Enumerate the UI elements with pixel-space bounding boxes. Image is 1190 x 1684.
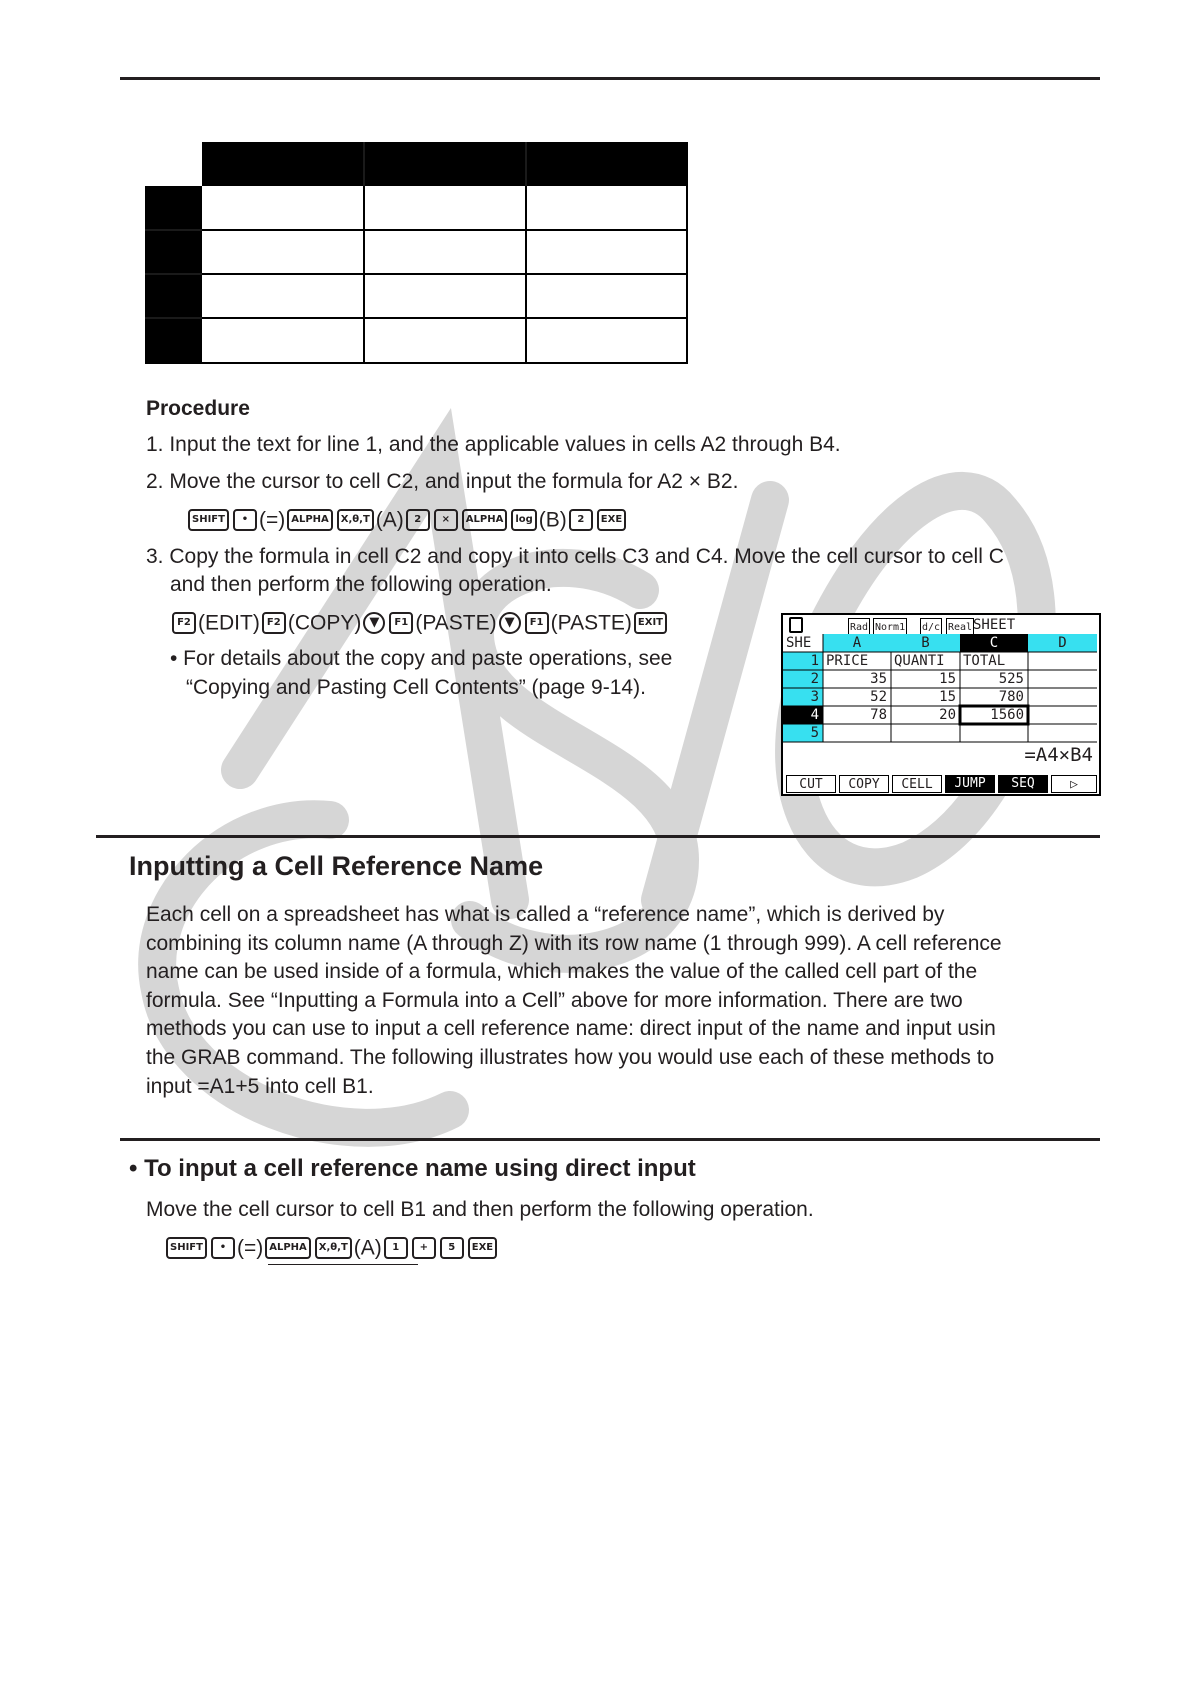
digit-2-key: 2 bbox=[569, 509, 593, 531]
note-line-2: “Copying and Pasting Cell Contents” (page 9-14). bbox=[186, 676, 646, 699]
paragraph-line: input =A1+5 into cell B1. bbox=[146, 1074, 374, 1098]
menu-copy: COPY bbox=[839, 775, 889, 793]
calculator-screenshot bbox=[781, 613, 1101, 796]
key-label: (B) bbox=[538, 508, 567, 532]
direct-key-sequence bbox=[164, 1234, 499, 1262]
procedure-step-3-line1: 3. Copy the formula in cell C2 and copy it into cells C3 and C4. Move the cell cursor to cell C bbox=[146, 545, 1004, 568]
procedure-heading: Procedure bbox=[146, 397, 250, 420]
norm-status-icon: Norm1 bbox=[873, 618, 907, 637]
battery-icon bbox=[789, 617, 803, 633]
cell: 780 bbox=[998, 689, 1024, 705]
row-number: 2 bbox=[810, 671, 819, 687]
f1-key: F1 bbox=[525, 612, 549, 634]
xthetat-key: X,θ,T bbox=[337, 509, 374, 531]
direct-input-heading: • To input a cell reference name using direct input bbox=[129, 1155, 696, 1182]
formula-line: =A4×B4 bbox=[1024, 744, 1093, 766]
note-line-1: • For details about the copy and paste operations, see bbox=[170, 647, 673, 670]
cell: 52 bbox=[870, 689, 887, 705]
mode-label: SHEET bbox=[973, 617, 1016, 633]
shift-key: SHIFT bbox=[166, 1237, 207, 1259]
cursor-down-key: ▼ bbox=[499, 612, 521, 634]
digit-2-key: 2 bbox=[406, 509, 430, 531]
row-number: 3 bbox=[810, 689, 819, 705]
f1-key: F1 bbox=[389, 612, 413, 634]
log-key: log bbox=[511, 509, 536, 531]
key-label: (PASTE) bbox=[415, 611, 497, 635]
column-header: B bbox=[921, 635, 930, 651]
cell: TOTAL bbox=[963, 653, 1006, 669]
cell: PRICE bbox=[826, 653, 869, 669]
key-label: (PASTE) bbox=[550, 611, 632, 635]
alpha-key: ALPHA bbox=[462, 509, 508, 531]
section-paragraph bbox=[146, 901, 1002, 1101]
key-underline bbox=[268, 1264, 418, 1265]
key-label: (A) bbox=[353, 1236, 382, 1260]
key-label: (EDIT) bbox=[198, 611, 260, 635]
cell: 525 bbox=[998, 671, 1024, 687]
digit-5-key: 5 bbox=[440, 1237, 464, 1259]
paragraph-line: combining its column name (A through Z) with its row name (1 through 999). A cell reference bbox=[146, 931, 1002, 955]
cursor-down-key: ▼ bbox=[363, 612, 385, 634]
row-number-selected: 4 bbox=[810, 707, 819, 723]
exe-key: EXE bbox=[597, 509, 626, 531]
cell: 78 bbox=[870, 707, 887, 723]
paragraph-line: methods you can use to input a cell reference name: direct input of the name and input usin bbox=[146, 1017, 996, 1041]
menu-cell: CELL bbox=[892, 775, 942, 793]
digit-1-key: 1 bbox=[384, 1237, 408, 1259]
rad-status-icon: Rad bbox=[848, 618, 870, 637]
cell: 35 bbox=[870, 671, 887, 687]
column-header-selected: C bbox=[989, 635, 999, 651]
procedure-step-1: 1. Input the text for line 1, and the applicable values in cells A2 through B4. bbox=[146, 433, 841, 456]
sheet-corner-label: SHE bbox=[786, 635, 812, 651]
exit-key: EXIT bbox=[634, 612, 667, 634]
key-label: (A) bbox=[375, 508, 404, 532]
cell: 15 bbox=[939, 689, 956, 705]
section-heading: Inputting a Cell Reference Name bbox=[129, 851, 544, 881]
xthetat-key: X,θ,T bbox=[315, 1237, 352, 1259]
paragraph-line: Each cell on a spreadsheet has what is called a “reference name”, which is derived by bbox=[146, 903, 945, 926]
cell: QUANTI bbox=[894, 653, 945, 669]
plus-key: + bbox=[412, 1237, 436, 1259]
section-rule bbox=[96, 835, 1100, 838]
menu-more: ▷ bbox=[1051, 775, 1097, 793]
menu-jump: JUMP bbox=[945, 775, 995, 793]
step2-key-sequence bbox=[186, 506, 628, 534]
key-label: (=) bbox=[258, 508, 286, 532]
f2-key: F2 bbox=[172, 612, 196, 634]
cell: 15 bbox=[939, 671, 956, 687]
dc-status-icon: d/c bbox=[920, 618, 942, 637]
dot-key: • bbox=[211, 1237, 235, 1259]
row-number: 1 bbox=[810, 653, 819, 669]
row-number: 5 bbox=[810, 725, 819, 741]
real-status-icon: Real bbox=[946, 618, 974, 637]
column-header: A bbox=[852, 635, 862, 651]
paragraph-line: name can be used inside of a formula, which makes the value of the called cell part of the bbox=[146, 960, 978, 984]
multiply-key: × bbox=[434, 509, 458, 531]
alpha-key: ALPHA bbox=[265, 1237, 311, 1259]
shift-key: SHIFT bbox=[188, 509, 229, 531]
dot-key: • bbox=[233, 509, 257, 531]
paragraph-line: the GRAB command. The following illustrates how you would use each of these methods to bbox=[146, 1045, 995, 1069]
key-label: (COPY) bbox=[287, 611, 362, 635]
alpha-key: ALPHA bbox=[287, 509, 333, 531]
procedure-step-3-line2: and then perform the following operation. bbox=[170, 573, 552, 596]
key-label: (=) bbox=[236, 1236, 264, 1260]
paragraph-line: formula. See “Inputting a Formula into a Cell” above for more information. There are two bbox=[146, 988, 963, 1012]
procedure-step-2: 2. Move the cursor to cell C2, and input the formula for A2 × B2. bbox=[146, 470, 739, 493]
direct-input-text: Move the cell cursor to cell B1 and then perform the following operation. bbox=[146, 1198, 814, 1221]
top-rule bbox=[120, 77, 1100, 80]
menu-seq: SEQ bbox=[998, 775, 1048, 793]
menu-cut: CUT bbox=[786, 775, 836, 793]
step3-key-sequence bbox=[170, 609, 669, 637]
cell-cursor: 1560 bbox=[990, 707, 1024, 723]
cell: 20 bbox=[939, 707, 956, 723]
bullet: • bbox=[129, 1155, 138, 1182]
subsection-rule bbox=[120, 1138, 1100, 1141]
exe-key: EXE bbox=[468, 1237, 497, 1259]
f2-key: F2 bbox=[262, 612, 286, 634]
column-header: D bbox=[1058, 635, 1067, 651]
